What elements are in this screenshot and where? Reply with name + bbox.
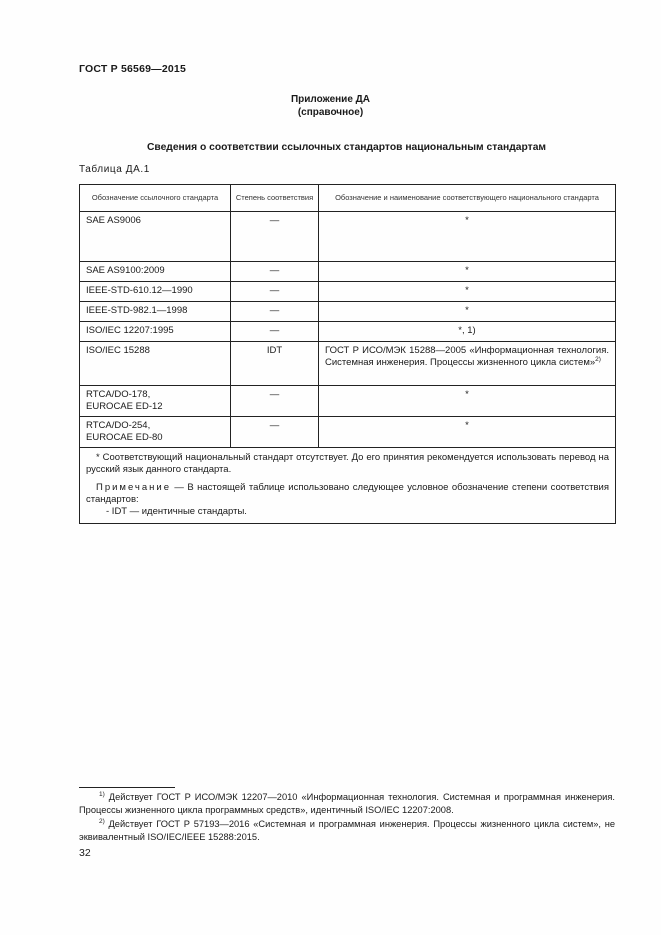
cell-ref xyxy=(80,417,231,448)
table-notes-row xyxy=(80,448,616,524)
standards-table xyxy=(79,184,616,524)
cell-degree: — xyxy=(231,262,319,282)
document-code: ГОСТ Р 56569—2015 xyxy=(79,63,187,75)
cell-ref xyxy=(80,386,231,417)
footnote-mark: 1) xyxy=(99,790,105,798)
page-number: 32 xyxy=(79,847,91,859)
cell-ref: SAE AS9100:2009 xyxy=(80,262,231,282)
cell-national: *, 1) xyxy=(319,322,616,342)
note-label: Примечание xyxy=(96,482,171,493)
table-label: Таблица ДА.1 xyxy=(79,164,150,175)
footnote-mark: 2) xyxy=(99,817,105,825)
table-header-row xyxy=(80,185,616,212)
cell-degree: — xyxy=(231,322,319,342)
cell-degree: — xyxy=(231,386,319,417)
appendix-heading xyxy=(0,93,661,119)
cell-national: * xyxy=(319,417,616,448)
cell-national xyxy=(319,342,616,386)
table-row xyxy=(80,302,616,322)
footnote-1 xyxy=(79,791,615,816)
cell-degree: — xyxy=(231,212,319,262)
table-row xyxy=(80,282,616,302)
cell-national: * xyxy=(319,282,616,302)
cell-ref: IEEE-STD-610.12—1990 xyxy=(80,282,231,302)
cell-ref: IEEE-STD-982.1—1998 xyxy=(80,302,231,322)
note-text: — В настоящей таблице использовано следующее условное обозначение степени соответствия стандартов: xyxy=(86,482,609,505)
cell-ref-line: EUROCAE ED-80 xyxy=(86,432,163,443)
cell-ref: ISO/IEC 15288 xyxy=(80,342,231,386)
cell-ref: ISO/IEC 12207:1995 xyxy=(80,322,231,342)
table-note xyxy=(86,482,609,506)
footnote-text: Действует ГОСТ Р 57193—2016 «Системная и программная инженерия. Процессы жизненного цикла систем», не эквивалентный ISO/IEC/IEEE 15288:2015. xyxy=(79,819,615,842)
footnote-2 xyxy=(79,818,615,843)
appendix-subtitle: (справочное) xyxy=(297,107,364,118)
cell-national: * xyxy=(319,212,616,262)
table-row xyxy=(80,212,616,262)
cell-ref-line: RTCA/DO-178, xyxy=(86,389,151,400)
header-degree: Степень соответствия xyxy=(231,185,319,212)
cell-degree: IDT xyxy=(231,342,319,386)
section-title: Сведения о соответствии ссылочных стандартов национальным стандартам xyxy=(146,142,547,153)
table-row xyxy=(80,386,616,417)
cell-degree: — xyxy=(231,302,319,322)
cell-national: * xyxy=(319,302,616,322)
appendix-title: Приложение ДА xyxy=(290,94,371,105)
cell-national: * xyxy=(319,386,616,417)
table-row xyxy=(80,417,616,448)
cell-national: * xyxy=(319,262,616,282)
cell-degree: — xyxy=(231,282,319,302)
table-row xyxy=(80,322,616,342)
asterisk-note: * Соответствующий национальный стандарт отсутствует. До его принятия рекомендуется использовать перевод на русский язык данного стандарта. xyxy=(86,452,609,475)
table-row xyxy=(80,342,616,386)
cell-ref-line: EUROCAE ED-12 xyxy=(86,401,163,412)
footnote-text: Действует ГОСТ Р ИСО/МЭК 12207—2010 «Информационная технология. Системная и программная инженерия. Процессы жизненного цикла программных средств», идентичный ISO/IEC 12207:2008. xyxy=(79,792,615,815)
note-item: - IDT — идентичные стандарты. xyxy=(106,506,247,517)
cell-ref-line: RTCA/DO-254, xyxy=(86,420,151,431)
header-ref: Обозначение ссылочного стандарта xyxy=(80,185,231,212)
table-notes xyxy=(80,448,616,524)
cell-ref: SAE AS9006 xyxy=(80,212,231,262)
cell-national-text: ГОСТ Р ИСО/МЭК 15288—2005 «Информационная технология. Системная инженерия. Процессы жизненного цикла систем» xyxy=(325,345,609,368)
footnote-divider xyxy=(79,787,175,788)
cell-degree: — xyxy=(231,417,319,448)
header-national: Обозначение и наименование соответствующего национального стандарта xyxy=(319,185,616,212)
footnote-ref-2[interactable]: 2) xyxy=(595,355,601,363)
table-row xyxy=(80,262,616,282)
